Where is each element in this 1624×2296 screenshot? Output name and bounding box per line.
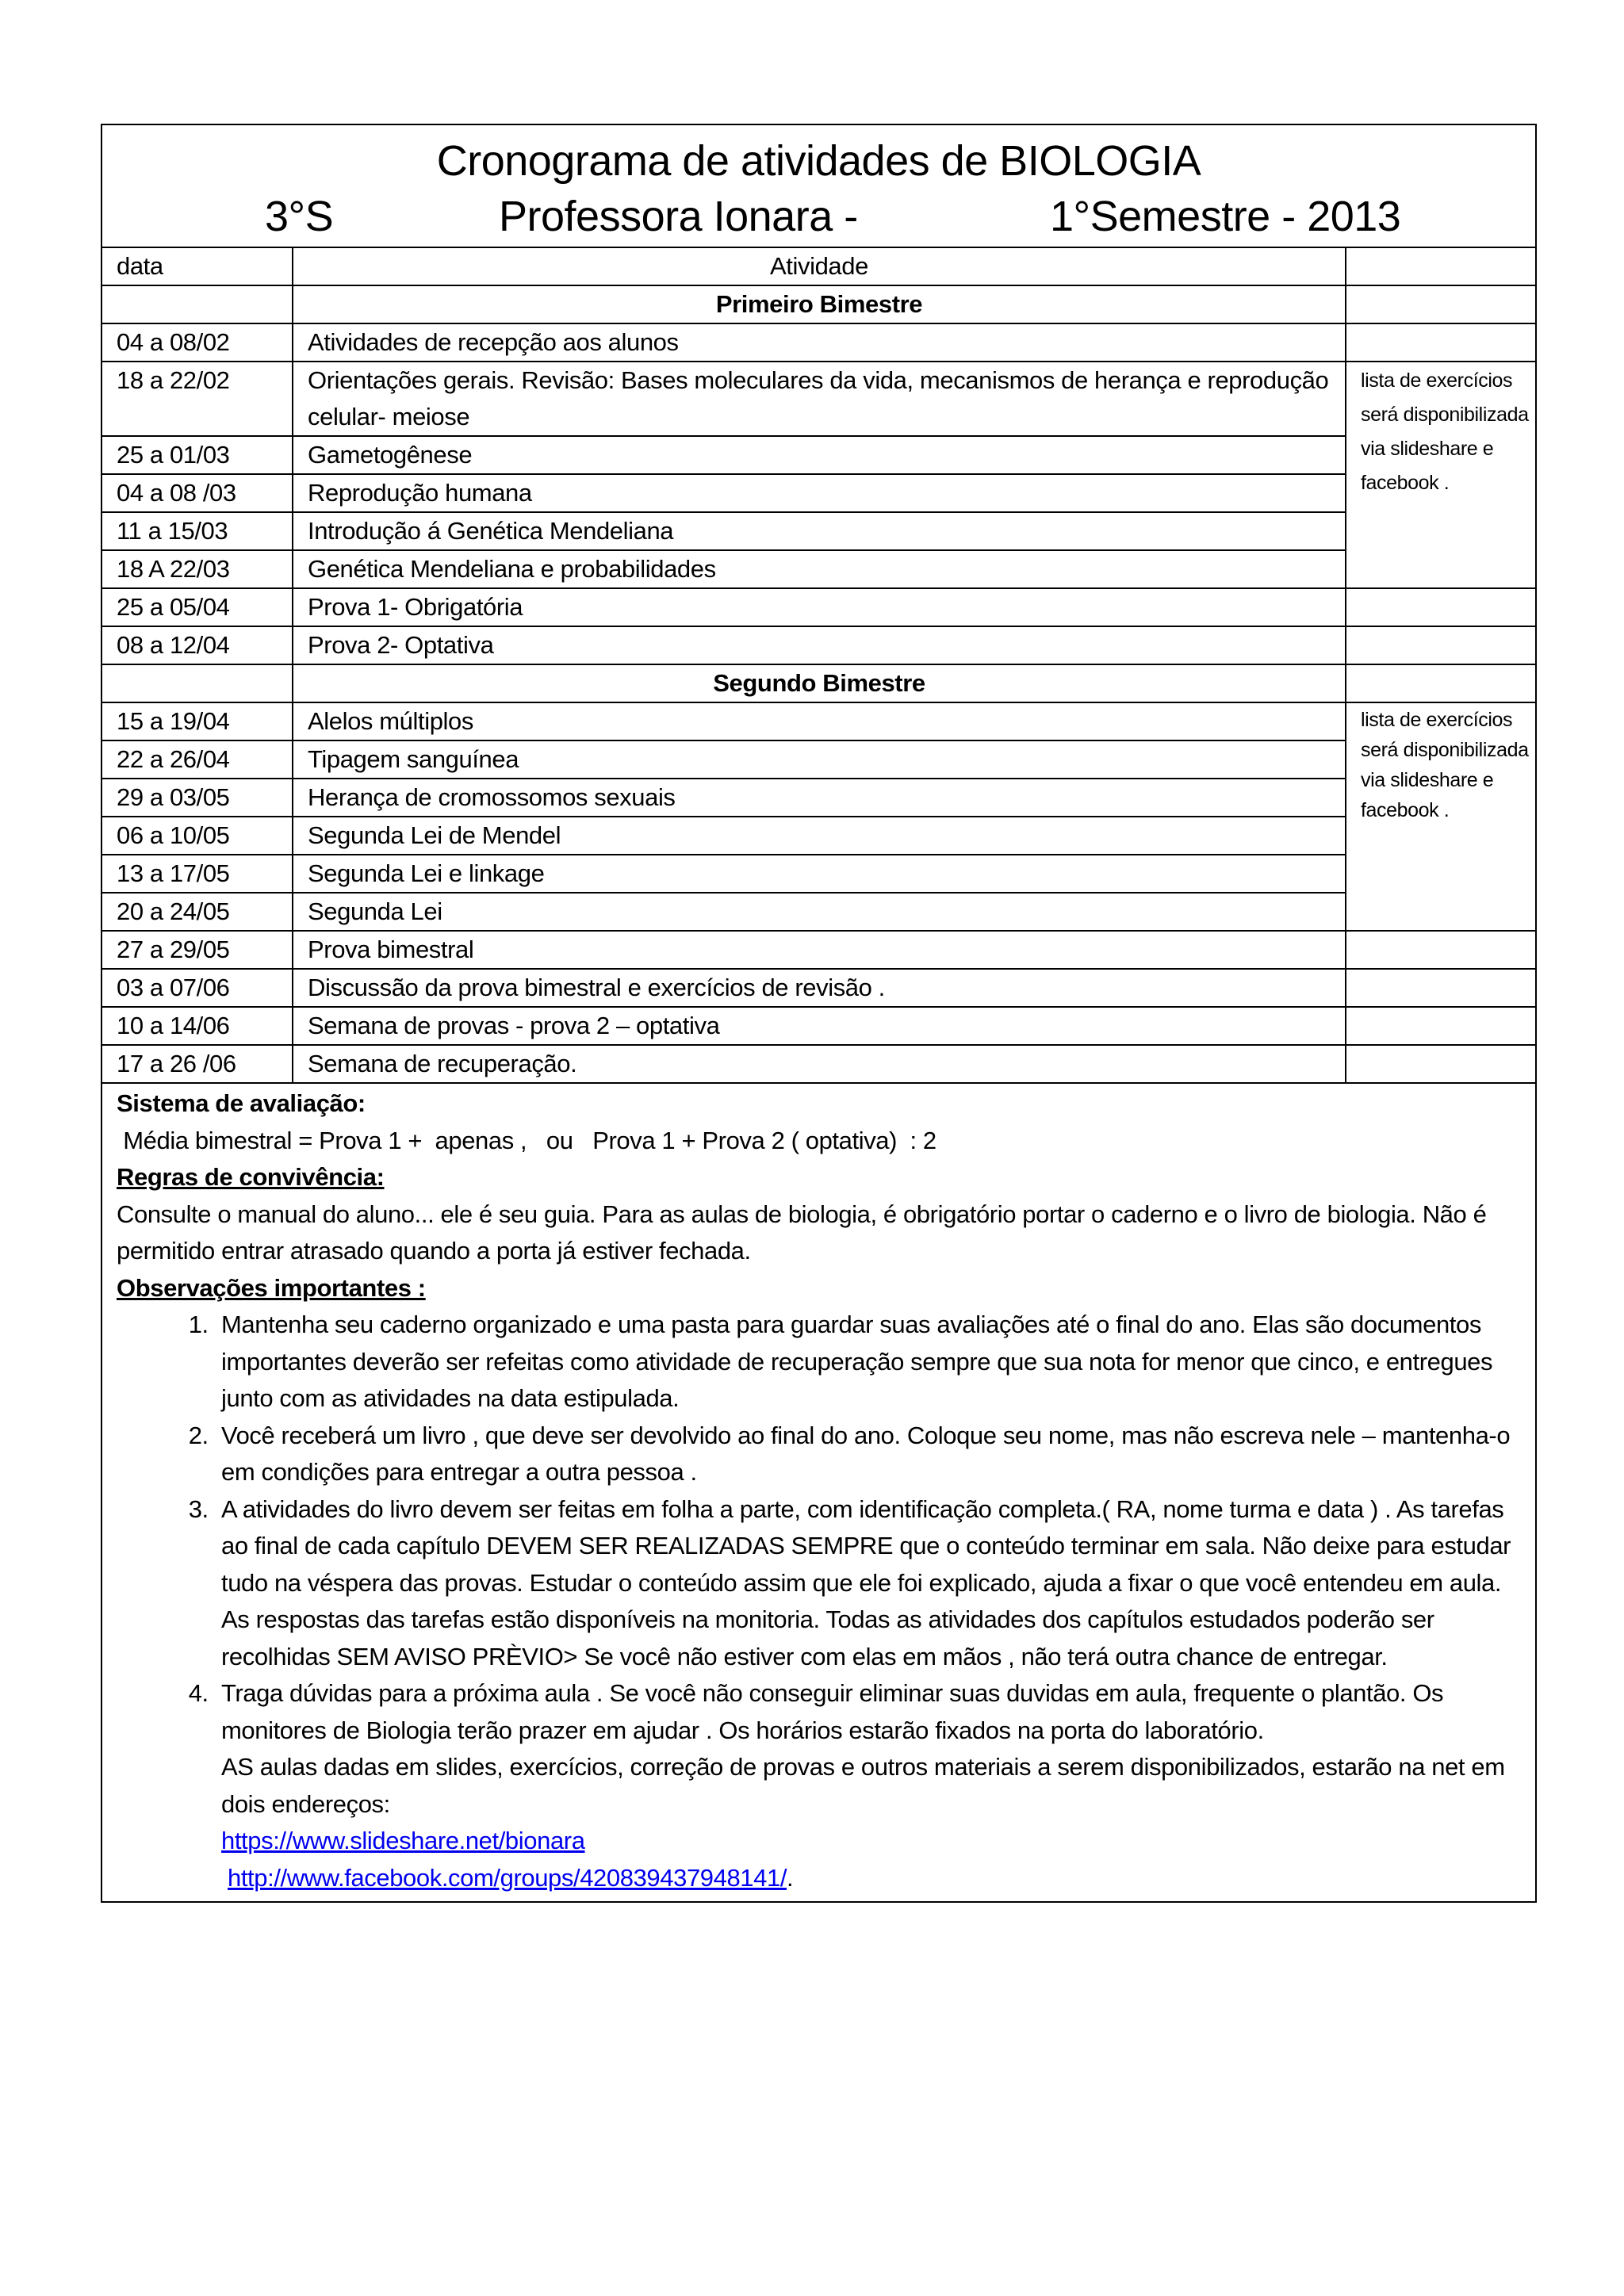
row-date: 20 a 24/05 [102, 893, 293, 931]
evaluation-heading: Sistema de avaliação: [117, 1089, 366, 1117]
table-row [102, 474, 1535, 512]
empty-cell [1346, 969, 1535, 1007]
notes-section [102, 1084, 1535, 1901]
row-date: 06 a 10/05 [102, 817, 293, 855]
empty-cell [1346, 664, 1535, 702]
observations-list [117, 1307, 1521, 1749]
row-date: 10 a 14/06 [102, 1007, 293, 1045]
list-item: 4. Traga dúvidas para a próxima aula . Se você não conseguir eliminar suas duvidas em aula, frequente o plantão. Os monitores de Biologia terão prazer em ajudar . Os horários estarão fixados na porta do laboratório. [215, 1675, 1521, 1749]
row-activity: Segunda Lei e linkage [293, 855, 1346, 893]
row-activity: Segunda Lei [293, 893, 1346, 931]
row-activity: Alelos múltiplos [293, 702, 1346, 740]
empty-cell [1346, 323, 1535, 362]
table-row [102, 1045, 1535, 1083]
empty-cell [102, 285, 293, 323]
table-row [102, 931, 1535, 969]
row-activity: Semana de recuperação. [293, 1045, 1346, 1083]
empty-cell [1346, 285, 1535, 323]
table-row [102, 550, 1535, 588]
schedule-table [102, 248, 1535, 1084]
empty-cell [1346, 1045, 1535, 1083]
empty-cell [1346, 588, 1535, 626]
row-date: 17 a 26 /06 [102, 1045, 293, 1083]
table-row [102, 512, 1535, 550]
table-row [102, 626, 1535, 664]
row-date: 18 A 22/03 [102, 550, 293, 588]
row-date: 22 a 26/04 [102, 740, 293, 779]
table-row [102, 702, 1535, 740]
row-activity: Prova bimestral [293, 931, 1346, 969]
row-date: 25 a 01/03 [102, 436, 293, 474]
row-date: 13 a 17/05 [102, 855, 293, 893]
exercise-list-note: lista de exercícios será disponibilizada via slideshare e facebook . [1346, 702, 1535, 931]
row-activity: Discussão da prova bimestral e exercícios de revisão . [293, 969, 1346, 1007]
column-header-activity: Atividade [293, 248, 1346, 285]
row-activity: Atividades de recepção aos alunos [293, 323, 1346, 362]
row-date: 15 a 19/04 [102, 702, 293, 740]
row-activity: Genética Mendeliana e probabilidades [293, 550, 1346, 588]
table-row [102, 779, 1535, 817]
row-date: 18 a 22/02 [102, 362, 293, 436]
row-date: 04 a 08/02 [102, 323, 293, 362]
evaluation-text: Média bimestral = Prova 1 + apenas , ou Prova 1 + Prova 2 ( optativa) : 2 [117, 1126, 936, 1154]
table-row [102, 436, 1535, 474]
bimester-1-heading: Primeiro Bimestre [293, 285, 1346, 323]
teacher-label: Professora Ionara - [499, 193, 858, 240]
row-activity: Prova 2- Optativa [293, 626, 1346, 664]
row-date: 25 a 05/04 [102, 588, 293, 626]
link-suffix: . [787, 1863, 794, 1892]
bimester-2-heading: Segundo Bimestre [293, 664, 1346, 702]
row-date: 11 a 15/03 [102, 512, 293, 550]
empty-cell [1346, 931, 1535, 969]
row-activity: Prova 1- Obrigatória [293, 588, 1346, 626]
table-row [102, 323, 1535, 362]
table-row [102, 855, 1535, 893]
semester-label: 1°Semestre - 2013 [1050, 193, 1401, 240]
empty-cell [1346, 248, 1535, 285]
row-date: 03 a 07/06 [102, 969, 293, 1007]
empty-cell [1346, 1007, 1535, 1045]
online-materials-text: AS aulas dadas em slides, exercícios, correção de provas e outros materiais a serem disponibilizados, estarão na net em dois endereços: [221, 1753, 1505, 1818]
document-title: Cronograma de atividades de BIOLOGIA [436, 137, 1201, 185]
table-header-row [102, 248, 1535, 285]
table-row [102, 969, 1535, 1007]
document-header [102, 125, 1535, 248]
class-label: 3°S [265, 193, 334, 240]
bimester-row [102, 664, 1535, 702]
row-date: 08 a 12/04 [102, 626, 293, 664]
empty-cell [1346, 626, 1535, 664]
empty-cell [102, 664, 293, 702]
row-activity: Introdução á Genética Mendeliana [293, 512, 1346, 550]
list-item: 1. Mantenha seu caderno organizado e uma pasta para guardar suas avaliações até o final do ano. Elas são documentos importantes deverão ser refeitas como atividade de recuperação sempre que sua nota for menor que cinco, e entregues junto com as atividades na data estipulada. [215, 1307, 1521, 1418]
row-date: 04 a 08 /03 [102, 474, 293, 512]
column-header-date: data [102, 248, 293, 285]
table-row [102, 740, 1535, 779]
row-activity: Segunda Lei de Mendel [293, 817, 1346, 855]
table-row [102, 893, 1535, 931]
list-item: 3. A atividades do livro devem ser feitas em folha a parte, com identificação completa.( RA, nome turma e data ) . As tarefas ao final de cada capítulo DEVEM SER REALIZADAS SEMPRE que o conteúdo terminar em sala. Não deixe para estudar tudo na véspera das provas. Estudar o conteúdo assim que ele foi explicado, ajuda a fixar o que você entendeu em aula. As respostas das tarefas estão disponíveis na monitoria. Todas as atividades dos capítulos estudados poderão ser recolhidas SEM AVISO PRÈVIO> Se você não estiver com elas em mãos , não terá outra chance de entregar. [215, 1491, 1521, 1676]
exercise-list-note: lista de exercícios será disponibilizada via slideshare e facebook . [1346, 362, 1535, 588]
rules-heading: Regras de convivência: [117, 1163, 385, 1191]
row-activity: Herança de cromossomos sexuais [293, 779, 1346, 817]
observations-heading: Observações importantes : [117, 1273, 426, 1302]
rules-text: Consulte o manual do aluno... ele é seu guia. Para as aulas de biologia, é obrigatório portar o caderno e o livro de biologia. Não é permitido entrar atrasado quando a porta já estiver fechada. [117, 1200, 1487, 1265]
row-activity: Semana de provas - prova 2 – optativa [293, 1007, 1346, 1045]
bimester-row [102, 285, 1535, 323]
schedule-document [101, 124, 1537, 1903]
table-row [102, 1007, 1535, 1045]
list-item: 2. Você receberá um livro , que deve ser devolvido ao final do ano. Coloque seu nome, mas não escreva nele – mantenha-o em condições para entregar a outra pessoa . [215, 1418, 1521, 1491]
row-date: 29 a 03/05 [102, 779, 293, 817]
row-activity: Reprodução humana [293, 474, 1346, 512]
row-activity: Gametogênese [293, 436, 1346, 474]
facebook-link[interactable]: http://www.facebook.com/groups/420839437948141/ [228, 1863, 787, 1892]
row-activity: Orientações gerais. Revisão: Bases moleculares da vida, mecanismos de herança e reprodução celular- meiose [293, 362, 1346, 436]
row-activity: Tipagem sanguínea [293, 740, 1346, 779]
table-row [102, 817, 1535, 855]
slideshare-link[interactable]: https://www.slideshare.net/bionara [221, 1827, 585, 1854]
table-row [102, 362, 1535, 436]
table-row [102, 588, 1535, 626]
row-date: 27 a 29/05 [102, 931, 293, 969]
